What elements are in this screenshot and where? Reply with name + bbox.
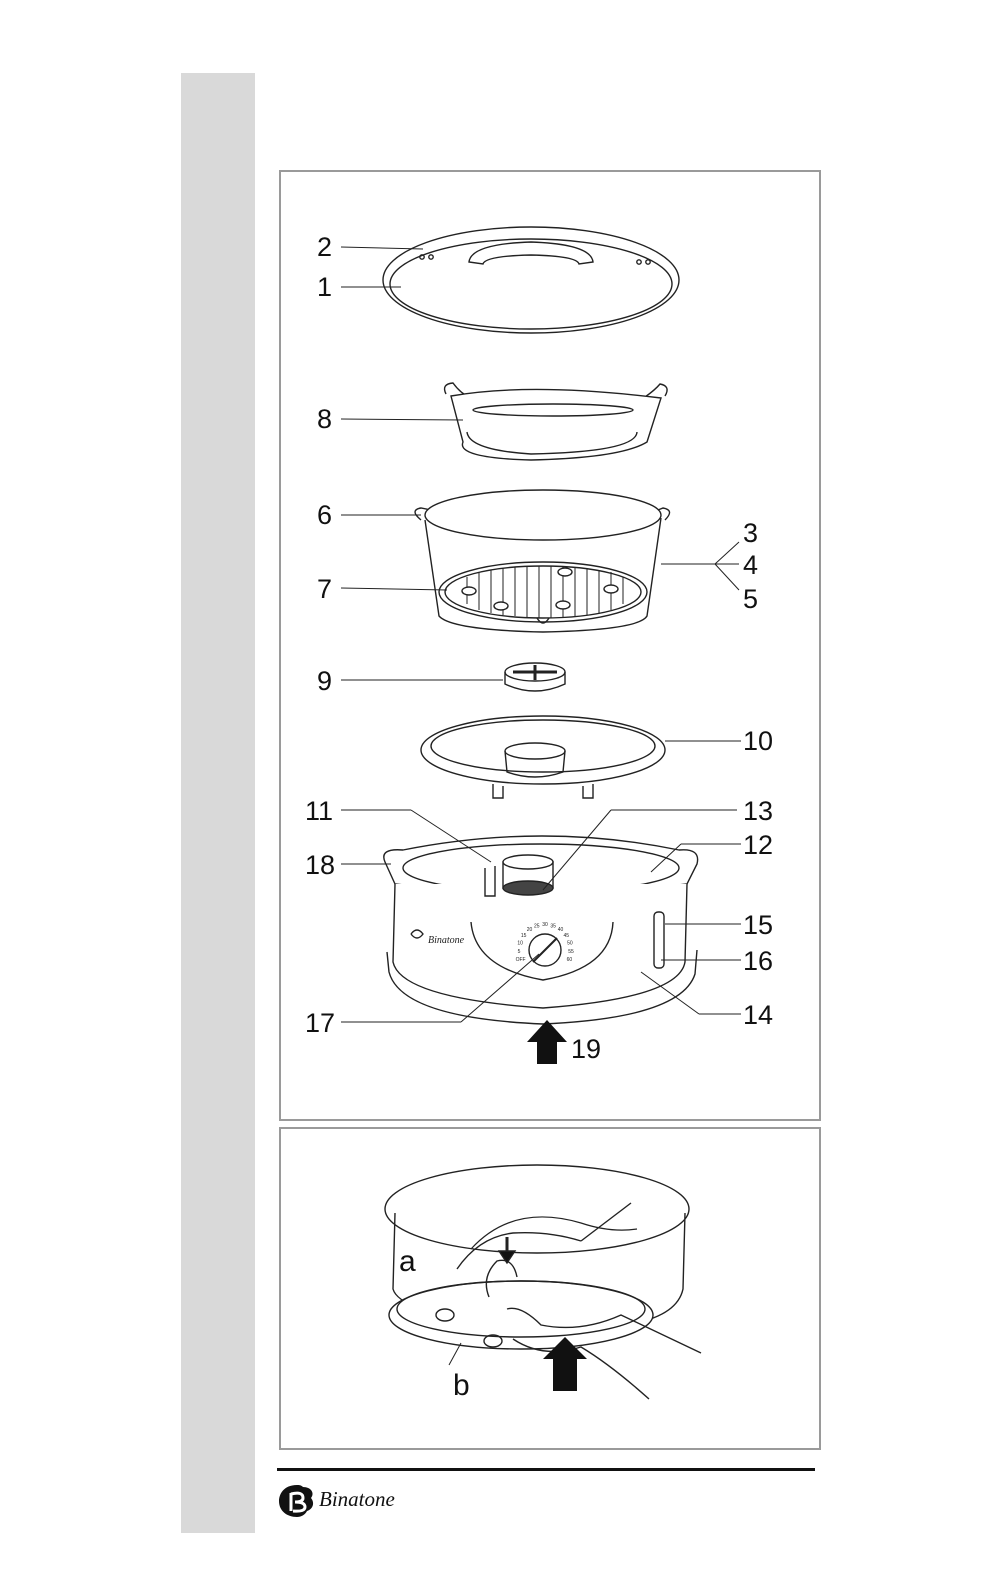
label-6: 6: [317, 500, 333, 530]
label-5: 5: [743, 584, 759, 614]
label-14: 14: [743, 1000, 774, 1030]
timer-mark: OFF: [515, 956, 526, 963]
brand-name: Binatone: [319, 1487, 395, 1511]
base-brand-text: Binatone: [428, 935, 465, 946]
binatone-logo-icon: [277, 1481, 317, 1521]
timer-mark: 60: [566, 956, 573, 963]
timer-mark: 25: [534, 923, 540, 930]
label-3: 3: [743, 518, 759, 548]
label-11: 11: [305, 796, 334, 826]
assembly-detail-figure: [279, 1127, 821, 1450]
label-9: 9: [317, 666, 333, 696]
drip-tray: [421, 716, 665, 798]
label-1: 1: [317, 272, 333, 302]
steaming-basket: [439, 562, 647, 623]
label-18: 18: [305, 850, 336, 880]
label-15: 15: [743, 910, 774, 940]
insert-arrow: [527, 1020, 567, 1064]
label-17: 17: [305, 1008, 336, 1038]
label-8: 8: [317, 404, 333, 434]
timer-mark: 35: [550, 923, 556, 930]
label-4: 4: [743, 550, 759, 580]
timer-mark: 40: [557, 927, 564, 934]
assembly-detail-drawing: [281, 1129, 819, 1448]
label-12: 12: [743, 830, 774, 860]
label-16: 16: [743, 946, 774, 976]
timer-mark: 30: [542, 922, 548, 928]
label-10: 10: [743, 726, 774, 756]
timer-mark: 45: [563, 933, 570, 940]
label-13: 13: [743, 796, 774, 826]
footer-rule: [277, 1468, 815, 1471]
aroma-diffuser: [505, 663, 565, 691]
label-19: 19: [571, 1034, 602, 1064]
timer-mark: 50: [567, 940, 573, 947]
lid: [383, 227, 679, 333]
timer-mark: 10: [517, 940, 523, 947]
margin-sidebar: [181, 73, 255, 1533]
base-unit: [384, 836, 698, 1024]
brand-logo: [277, 1481, 437, 1521]
label-a: a: [399, 1245, 416, 1278]
label-2: 2: [317, 232, 333, 262]
rice-bowl: [445, 383, 668, 460]
exploded-view-figure: [279, 170, 821, 1121]
timer-mark: 20: [526, 927, 533, 934]
exploded-view-drawing: [281, 172, 819, 1119]
timer-mark: 55: [568, 948, 574, 955]
timer-mark: 15: [520, 933, 527, 940]
label-7: 7: [317, 574, 333, 604]
timer-mark: 5: [517, 948, 521, 955]
label-b: b: [453, 1369, 470, 1402]
